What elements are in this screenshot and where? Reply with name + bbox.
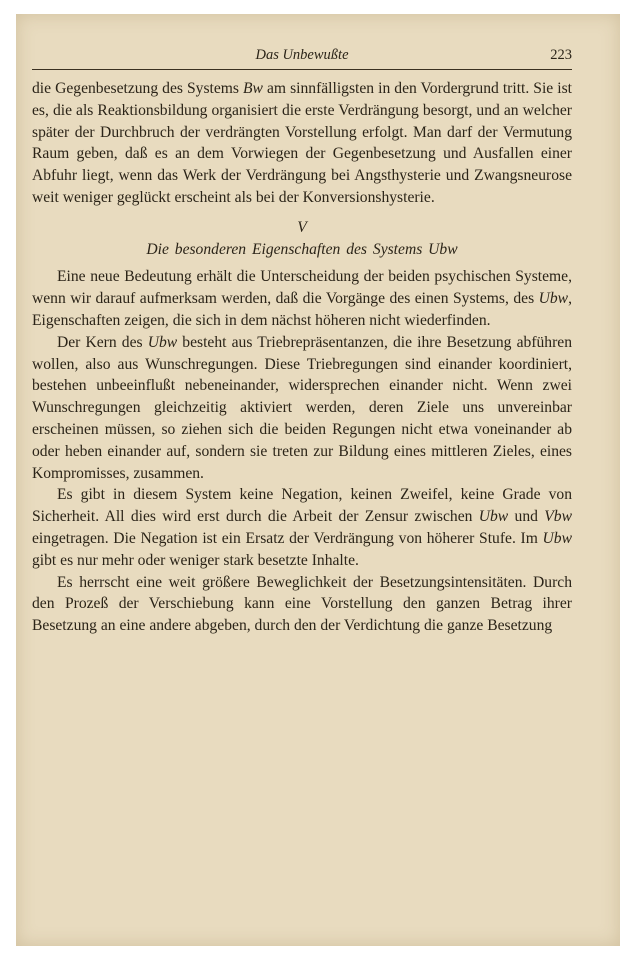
section-number: V [297,218,307,236]
header-rule [32,69,572,70]
paragraph: Eine neue Bedeutung erhält die Unterscheidung der beiden psychischen Systeme, wenn wir darauf aufmerksam werden, daß die Vorgänge des einen Systems, des Ubw, Eigenschaften zeigen, die sich in dem nächst höheren nicht wiederfinden. [32,268,572,329]
book-page [16,14,620,946]
section-title: Die besonderen Eigenschaften des Systems Ubw [146,240,458,258]
page-number: 223 [550,47,572,63]
paragraph: Es herrscht eine weit größere Beweglichkeit der Besetzungsintensitäten. Durch den Prozeß der Verschiebung kann eine Vorstellung den ganzen Betrag ihrer Besetzung an eine andere abgeben, durch den der Verdichtung die ganze Besetzung [32,573,572,635]
running-title: Das Unbewußte [255,47,349,63]
body-text [32,78,572,637]
paragraph: die Gegenbesetzung des Systems Bw am sinnfälligsten in den Vordergrund tritt. Sie ist es, die als Reaktionsbildung organisiert die erste Verdrängung besorgt, und an welcher später der Durchbruch der verdrängten Vorstellung erfolgt. Man darf der Vermutung Raum geben, daß es an dem Vorwiegen der Gegenbesetzung und Ausfallen einer Abfuhr liegt, wenn das Werk der Verdrängung bei Angsthysterie und Zwangsneurose weit weniger geglückt erscheint als bei der Konversionshysterie. [32,80,572,206]
running-header [32,47,572,67]
paragraph: Es gibt in diesem System keine Negation, keinen Zweifel, keine Grade von Sicherheit. All dies wird erst durch die Arbeit der Zensur zwischen Ubw und Vbw eingetragen. Die Negation ist ein Ersatz der Verdrängung von höherer Stufe. Im Ubw gibt es nur mehr oder weniger stark besetzte Inhalte. [32,486,572,569]
paragraph: Der Kern des Ubw besteht aus Triebrepräsentanzen, die ihre Besetzung abführen wollen, also aus Wunschregungen. Diese Triebregungen sind einander koordiniert, bestehen unbeeinflußt nebeneinander, widersprechen einander nicht. Wenn zwei Wunschregungen gleichzeitig aktiviert werden, deren Ziele uns unvereinbar erscheinen müssen, so ziehen sich die beiden Regungen nicht etwa voneinander ab oder heben einander auf, sondern sie treten zur Bildung eines mittleren Zieles, eines Kompromisses, zusammen. [32,333,573,482]
